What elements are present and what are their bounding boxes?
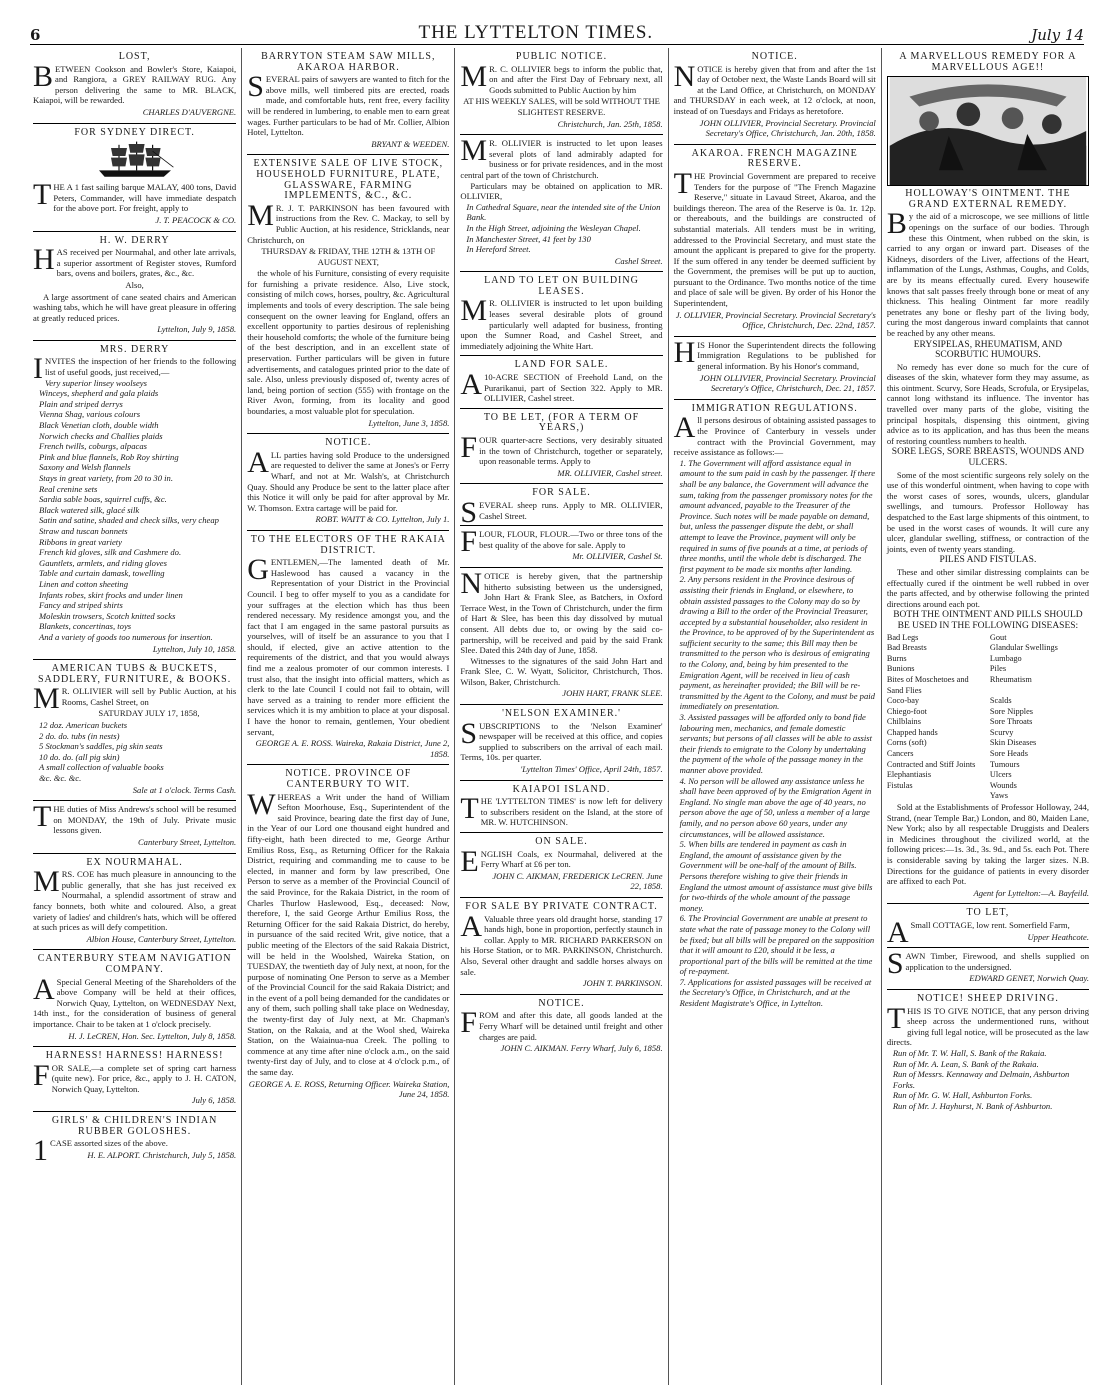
ad-signature: Canterbury Street, Lyttelton.	[137, 837, 237, 847]
column-1	[28, 48, 241, 1385]
ad-signature: Lyttelton, July 9, 1858.	[157, 324, 237, 335]
ad-body-continued: Particulars may be obtained on application to MR. OLLIVIER,	[460, 180, 663, 202]
ad-body: MR. OLLIVIER will sell by Public Auction, at his Rooms, Cashel Street, on	[33, 682, 237, 716]
ad-signature: CHARLES D'AUVERGNE.	[142, 106, 237, 117]
advertisement	[460, 272, 662, 356]
ad-body: WHEREAS a Writ under the hand of William Sefton Moorhouse, Esq., Superintendent of the said Province, bearing date the first day of June, in the Year of our Lord one thousand eight hundred and fifty-eight, hath been directed to me, George Arthur Emilius Ross, Esq., as Returning Officer for the Rakaia District, requiring and commanding me to cause to be elected, in manner and form by law prescribed, One Person to serve as a member of the Provincial Council of the said Province, for the Rakaia District, in the room of Charles Thurlow Haslewood, Esq., deceased: Now, therefore, I, the said George Arthur Emilius Ross, the Returning Officer for the said Rakaia District, do hereby, in pursuance of the said recited Writ, give notice, that a public meeting of the Electors of the said Rakaia District, will be held in the Woolshed, Waireka Station, on TUESDAY, the twentieth day of July next, at noon, for the purpose of nominating One Person to serve as a Member of the Provincial Council for the said Rakaia District; and in the event of a poll being demanded for the candidates or any of them, such polling shall take place on Wednesday, the twenty-first day of July next, at Mr. Chapman's Station, on the Rakaia, and at the Wool shed, Waireka Station, on the Waiainua-nua Creek. The polling to commence at any time after nine o'clock a.m., on the said twenty-first day of July, and to close at 4 o'clock p.m., of the same day.	[247, 787, 450, 1078]
item-list	[887, 1048, 1089, 1112]
item-list	[33, 720, 236, 784]
advertisement	[33, 1047, 236, 1112]
ad-heading: KAIAPOI ISLAND.	[512, 783, 611, 795]
list-item: And a variety of goods too numerous for insertion.	[39, 631, 213, 642]
ad-heading: CANTERBURY STEAM NAVIGATION COMPANY.	[37, 953, 232, 975]
ad-signature: JOHN C. AIKMAN. Ferry Wharf, July 6, 1858.	[500, 1043, 663, 1054]
ad-heading: NOTICE.	[325, 437, 372, 449]
ad-heading: PUBLIC NOTICE.	[515, 51, 608, 62]
ad-body: THIS IS TO GIVE NOTICE, that any person driving sheep across the undermentioned runs, without giving full legal notice, will be prosecuted as the law directs.	[886, 1001, 1090, 1048]
column-4	[668, 48, 881, 1385]
advertisement	[460, 484, 663, 529]
section-heading: PILES AND FISTULAS.	[939, 555, 1037, 566]
ad-subheading: AT HIS WEEKLY SALES, will be sold WITHOUT THE SLIGHTEST RESERVE.	[463, 96, 660, 117]
list-item: 2 do. do. tubs (in nests)	[39, 730, 120, 741]
ad-heading: BARRYTON STEAM SAW MILLS, AKAROA HARBOR.	[261, 51, 436, 73]
ad-also: Also,	[125, 279, 144, 290]
list-item: 7. Applications for assisted passages will be received at the Secretary's Office, in Christchurch, and at the Resident Magistrate's Office, in Lyttelton.	[679, 976, 872, 1009]
ad-body: FOUR quarter-acre Sections, very desirably situated in the town of Christchurch, together or separately, upon reasonable terms. Apply to	[460, 431, 663, 467]
advertisement	[460, 781, 662, 833]
column-2	[241, 48, 454, 1385]
disease-item: Corns (soft)	[886, 738, 927, 748]
list-item: Run of Mr. T. W. Hall, S. Bank of the Rakaia.	[892, 1047, 1047, 1058]
advertisement	[887, 990, 1089, 1116]
ad-signature: Lyttelton, June 3, 1858.	[368, 417, 450, 428]
issue-date: July 14	[1031, 26, 1084, 44]
ad-subheading: THURSDAY & FRIDAY, THE 12TH & 13TH OF AUGUST NEXT,	[261, 246, 436, 267]
item-list	[674, 458, 876, 1009]
disease-item: Burns	[886, 653, 907, 663]
advertisement	[460, 833, 662, 898]
list-item: Black watered silk, glacé silk	[39, 504, 140, 515]
ad-body: By the aid of a microscope, we see millions of little openings on the surface of our bodies. Through these this Ointment, when rubbed on the skin, is carried to any organ or inward part. Diseases of the Kidneys, disorders of the Liver, affections of the Heart, inflammation of the Lungs, Asthmas, Coughs, and Colds, are by its means effectually cured. Every housewife knows that salt passes freely through bone or meat of any thickness. This healing Ointment far more readily penetrates any bone or fleshy part of the living body, curing the most dangerous inward complaints that cannot be reached by any other means.	[886, 207, 1090, 338]
ad-heading: AMERICAN TUBS & BUCKETS, SADDLERY, FURNITURE, & BOOKS.	[37, 663, 232, 685]
advertisement	[247, 155, 449, 434]
advertisement	[33, 1112, 237, 1168]
disease-item: Ulcers	[989, 770, 1012, 780]
section-heading: SORE LEGS, SORE BREASTS, WOUNDS AND ULCERS.	[891, 447, 1085, 469]
ad-heading: LAND FOR SALE.	[514, 359, 609, 371]
disease-item: Bunions	[886, 664, 915, 674]
ad-signature: Mr. OLLIVIER, Cashel St.	[572, 551, 663, 562]
advertisement	[460, 705, 662, 781]
ad-heading: AKAROA. FRENCH MAGAZINE RESERVE.	[691, 147, 858, 170]
advertisement	[674, 48, 876, 145]
ad-heading: FOR SALE BY PRIVATE CONTRACT.	[465, 900, 658, 912]
disease-item: Elephantiasis	[886, 770, 932, 780]
list-item: Gauntlets, armlets, and riding gloves	[39, 557, 167, 568]
ad-heading: TO THE ELECTORS OF THE RAKAIA DISTRICT.	[250, 533, 446, 556]
disease-item: Scalds	[989, 696, 1012, 706]
disease-item: Fistulas	[886, 780, 913, 790]
advertisement	[33, 232, 236, 341]
ad-body: THE duties of Miss Andrews's school will be resumed on MONDAY, the 19th of July. Private music lessons given.	[33, 800, 237, 836]
column-3	[454, 48, 667, 1385]
ad-body: ENGLISH Coals, ex Nourmahal, delivered at the Ferry Wharf at £6 per ton.	[460, 844, 663, 878]
advertisement	[247, 48, 449, 155]
ad-heading: MRS. DERRY	[99, 343, 170, 355]
ad-body: ALL parties having sold Produce to the undersigned are requested to deliver the same at Jones's or Ferry Wharf, and not at Mr. Walsh's, at Christchurch Quay. Should any Produce be sent to the latter place after this Notice it will only be paid for after approval by Mr. W. Thomson. Extra cartage will be paid for.	[247, 445, 450, 513]
ad-heading: NOTICE.	[751, 51, 798, 62]
list-item: Infants robes, skirt frocks and under linen	[39, 589, 183, 600]
advertisement	[33, 660, 236, 801]
disease-item: Chiego-foot	[886, 706, 927, 716]
ad-subheading: SATURDAY JULY 17, 1858,	[98, 708, 200, 719]
ad-signature: H. J. LeCREN, Hon. Sec. Lyttelton, July 8, 1858.	[68, 1030, 237, 1041]
ad-heading: A MARVELLOUS REMEDY FOR A MARVELLOUS AGE!!	[899, 51, 1077, 73]
ad-signature: Agent for Lyttelton:—A. Bayfeild.	[973, 887, 1090, 898]
advertisement	[460, 526, 662, 568]
advertisement	[33, 854, 236, 951]
ad-body-continued: Some of the most scientific surgeons rely solely on the use of this wonderful ointment, when having to cope with the worst cases of sores, wounds, ulcers, glandular swellings, and tumours. Professor Holloway has despatched to the East large shipments of this ointment, to be used in the worst cases of wounds. It will cure any ulcer, glandular swelling, stiffness, or contraction of the joints, even of twenty years standing.	[886, 469, 1090, 554]
disease-item: Skin Diseases	[989, 738, 1037, 748]
ad-body-continued: These and other similar distressing complaints can be effectually cured if the ointment be well rubbed in over the parts affected, and by otherwise following the printed directions around each pot.	[886, 566, 1090, 609]
diseases-list	[887, 633, 1089, 803]
disease-item: Sore Heads	[989, 749, 1028, 759]
item-list	[33, 378, 236, 643]
list-item: 10 do. do. (all pig skin)	[39, 751, 120, 762]
disease-item: Coco-bay	[886, 696, 920, 706]
ad-heading: LAND TO LET ON BUILDING LEASES.	[484, 275, 639, 297]
advertisement	[247, 434, 449, 531]
disease-item: Bad Breasts	[886, 643, 927, 653]
holloway-engraving	[887, 76, 1089, 186]
ad-heading: GIRLS' & CHILDREN'S INDIAN RUBBER GOLOSHES.	[51, 1115, 218, 1137]
ad-body: HIS Honor the Superintendent directs the following Immigration Regulations to be published for general information. By his Honor's command,	[673, 335, 876, 372]
ad-signature: Upper Heathcote.	[1027, 931, 1090, 942]
ad-body: MR. C. OLLIVIER begs to inform the public that, on and after the First Day of February next, all Goods submitted to Public Auction by him	[460, 59, 663, 95]
disease-item: Lumbago	[989, 653, 1022, 663]
list-item: A small collection of valuable books	[39, 762, 164, 773]
disease-item: Cancers	[886, 749, 914, 759]
ad-heading: TO LET,	[966, 907, 1010, 919]
section-heading: ERYSIPELAS, RHEUMATISM, AND SCORBUTIC HUMOURS.	[913, 339, 1063, 361]
disease-item: Yaws	[989, 791, 1008, 801]
advertisement	[674, 145, 876, 337]
ad-heading: 'NELSON EXAMINER.'	[502, 708, 621, 720]
list-item: 6. The Provincial Government are unable at present to state what the rate of passage money to the Colony will be fixed; but all bills will be prepared on the supposition that it will amount to £20, should it be less, a proportional part of the bills will be remitted at the time of re-payment.	[679, 913, 875, 977]
advertisement	[460, 568, 662, 705]
list-item: 4. No person will be allowed any assistance unless he shall have been approved of by the Emigration Agent in England. No single man above the age of 40 years, no person above the age of 50, unless a member of a large family, and no person above 60 years, under any circumstances, will be allowed assistance.	[679, 775, 872, 839]
disease-item: Gout	[989, 632, 1007, 642]
ad-body: THE 'LYTTELTON TIMES' is now left for delivery to subscribers resident on the Island, at the store of MR. W. HUTCHINSON.	[460, 792, 663, 828]
ad-body: BETWEEN Cookson and Bowler's Store, Kaiapoi, and Rangiora, a GREY RAILWAY RUG. Any person delivering the same to MR. BLACK, Kaiapoi, will be rewarded.	[33, 59, 237, 106]
list-item: Run of Mr. G. W. Hall, Ashburton Forks.	[892, 1090, 1033, 1101]
ad-body: ASmall COTTAGE, low rent. Somerfield Farm,	[886, 915, 1070, 949]
item-list	[460, 202, 662, 255]
ad-signature: JOHN OLLIVIER, Provincial Secretary. Provincial Secretary's Office, Christchurch, Jan. 20th, 1858.	[699, 117, 876, 139]
ad-body: MR. OLLIVIER is instructed to let upon leases several plots of land admirably adapted for business or for private residences, and in the most central part of the town of Christchurch.	[460, 134, 663, 180]
ad-body: INVITES the inspection of her friends to the following list of useful goods, just received,—	[33, 352, 237, 386]
ad-signature: EDWARD GENET, Norwich Quay.	[969, 973, 1090, 984]
ad-body: FROM and after this date, all goods landed at the Ferry Wharf will be detained until freight and other charges are paid.	[460, 1006, 663, 1042]
columns	[28, 48, 1094, 1385]
disease-item: Piles	[989, 664, 1007, 674]
list-item: 5 Stockman's saddles, pig skin seats	[39, 741, 163, 752]
ad-heading: TO BE LET, (FOR A TERM OF YEARS,)	[483, 411, 640, 434]
ad-heading: HARNESS! HARNESS! HARNESS!	[45, 1050, 224, 1062]
advertisement	[33, 48, 236, 124]
advertisement	[460, 995, 662, 1059]
list-item: Run of Mr. A. Lean, S. Bank of the Rakaia.	[892, 1058, 1039, 1069]
ad-signature: Christchurch, Jan. 25th, 1858.	[557, 118, 663, 129]
ad-body-continued: the whole of his Furniture, consisting of every requisite for furnishing a private residence. Also, Live stock, consisting of milch cows, horses, poultry, &c. Agricultural implements and tools of every description. The sale being consequent on the owner leaving for England, offers an excellent opportunity to parties desirous of replenishing their household comforts; the whole of the furniture being of the best description, and in an excellent state of preservation. Further particulars will be given in future advertisements, and catalogues printed prior to the date of sale. Also, unless previously disposed of, twenty acres of land, being portion of section (555) with frontage on the River Avon, forming, from its locality and good boundaries, a most valuable plot for speculation.	[247, 268, 450, 416]
advertisement	[887, 48, 1089, 904]
list-item: Sardia sable boas, squirrel cuffs, &c.	[39, 494, 167, 505]
ad-heading: NOTICE.	[538, 997, 585, 1009]
disease-item: Sore Throats	[989, 717, 1033, 727]
list-item: French twills, coburgs, alpacas	[39, 441, 147, 452]
ad-signature: J. OLLIVIER, Provincial Secretary. Provincial Secretary's Office, Christchurch, Dec. 22nd, 1857.	[675, 309, 876, 331]
list-item: Plain and striped derrys	[39, 398, 123, 409]
list-item: Real crenine sets	[39, 483, 98, 494]
ad-body: A10-ACRE SECTION of Freehold Land, on the Purarikanui, part of Section 322. Apply to MR. OLLIVIER, Cashel street.	[460, 368, 663, 404]
ad-body: 1CASE assorted sizes of the above.	[33, 1134, 168, 1168]
list-item: 5. When bills are tendered in payment as cash in England, the amount of assistance given by the Government will be one-half of the amount of Bills. Persons therefore wishing to give their friends in England the utmost amount of assistance must give bills for two-thirds of the whole amount of the passage money.	[679, 839, 873, 913]
list-item: French kid gloves, silk and Cashmere do.	[39, 547, 182, 558]
ad-heading: H. W. DERRY	[99, 234, 170, 246]
ad-body-continued: Sold at the Establishments of Professor Holloway, 244, Strand, (near Temple Bar,) London, and 80, Maiden Lane, New York; also by all respectable Druggists and Dealers in Medicines throughout the civilized world, at the following prices:—1s. 3d., 3s. 9d., and 5s. each Pot. There is considerable saving by taking the larger sizes. N.B. Directions for the guidance of patients in every disorder are affixed to each Pot.	[886, 802, 1090, 887]
list-item: In Hereford Street.	[466, 244, 531, 255]
ad-body: SEVERAL pairs of sawyers are wanted to fitch for the above mills, well timbered pits are erected, roads made, and comfortable huts, rent free, every facility will be rendered in lumbering, to enable men to earn great wages. Further particulars to be had of Mr. Collier, Albion Hotel, Lyttelton.	[247, 70, 450, 138]
ad-signature: H. E. ALPORT. Christchurch, July 5, 1858.	[87, 1149, 237, 1160]
list-item: 3. Assisted passages will be afforded only to bond fide labouring men, mechanics, and female domestic servants; but persons of all classes will be able to assist their friends to emigrate to the Colony by undertaking the payment of the whole of the passage money in the manner above provided.	[679, 712, 873, 775]
list-item: Very superior linsey woolseys	[45, 377, 147, 388]
list-item: Run of Messrs. Kennaway and Delmain, Ashburton Forks.	[892, 1069, 1070, 1090]
ad-body: SEVERAL sheep runs. Apply to MR. OLLIVIER, Cashel Street.	[460, 495, 663, 529]
ad-heading: LOST,	[118, 51, 151, 62]
advertisement	[33, 341, 236, 660]
ad-heading: NOTICE! SHEEP DRIVING.	[916, 992, 1059, 1004]
ship-illustration	[95, 140, 175, 180]
advertisement	[460, 356, 662, 408]
ad-body: THE A 1 fast sailing barque MALAY, 400 tons, David Peters, Commander, will have immediate despatch for the above port. For freight, apply to	[33, 178, 237, 214]
advertisement	[33, 801, 236, 853]
disease-item: Chapped hands	[886, 727, 938, 737]
newspaper-title: THE LYTTELTON TIMES.	[418, 22, 654, 43]
ad-body: FLOUR, FLOUR, FLOUR.—Two or three tons of the best quality of the above for sale. Apply to	[460, 525, 663, 559]
ad-signature: 'Lyttelton Times' Office, April 24th, 1857.	[520, 764, 663, 775]
disease-item: Bad Legs	[886, 632, 919, 642]
ad-body: NOTICE is hereby given that from and after the 1st day of October next, the Waste Lands Board will sit at the Land Office, at Christchurch, on MONDAY and THURSDAY in each week, at 12 o'clock, at noon, instead of on Tuesdays and Fridays as heretofore.	[673, 59, 876, 116]
section-heading: BOTH THE OINTMENT AND PILLS SHOULD BE USED IN THE FOLLOWING DISEASES:	[893, 610, 1083, 631]
advertisement	[247, 531, 449, 765]
disease-item: Wounds	[989, 780, 1017, 790]
advertisement	[247, 765, 449, 1104]
disease-item: Chilblains	[886, 717, 921, 727]
ad-body: NOTICE is hereby given, that the partnership hitherto subsisting between us the undersigned, John Hart & Frank Slee, as Batchers, in Oxford Terrace West, in the Town of Christchurch, under the firm of Hart & Slee, has been this day dissolved by mutual consent. All debts due to, or owing by the said co-partnership, will be received and paid by the said Frank Slee. Dated this 24th day of June, 1858.	[460, 566, 663, 656]
list-item: Table and curtain damask, towelling	[39, 568, 165, 579]
advertisement	[460, 409, 662, 485]
advertisement	[887, 948, 1089, 990]
ad-signature: Lyttelton, July 10, 1858.	[152, 643, 237, 654]
ad-body-continued: No remedy has ever done so much for the cure of diseases of the skin, whatever form they may assume, as this ointment. Scurvy, Sore Heads, Scrofula, or Erysipelas, cannot long withstand its influence. The inventor has travelled over many parts of the globe, visiting the principal hospitals, dispensing this ointment, giving advice as to its application, and has thus been the means of restoring countless numbers to health.	[886, 361, 1090, 446]
ad-signature: JOHN T. PARKINSON.	[582, 978, 663, 989]
disease-item: Glandular Swellings	[989, 643, 1058, 653]
disease-item: Rheumatism	[989, 674, 1032, 684]
ad-body-continued: Witnesses to the signatures of the said John Hart and Frank Slee, C. W. Wyatt, Solicitor, Christchurch, Thos. Wilson, Baker, Christchurch.	[460, 655, 663, 687]
ad-body-continued: A large assortment of cane seated chairs and American washing tabs, which he will have great pleasure in offering at greatly reduced prices.	[33, 291, 237, 323]
list-item: Stays in great variety, from 20 to 30 in.	[39, 473, 173, 483]
ad-body: HAS received per Nourmahal, and other late arrivals, a superior assortment of Register stoves, Rumford bars, ovens and boilers, grates, &c., &c.	[33, 243, 237, 279]
ad-signature: GEORGE A. E. ROSS, Returning Officer. Waireka Station, June 24, 1858.	[248, 1078, 450, 1100]
ad-signature: GEORGE A. E. ROSS. Waireka, Rakaia District, June 2, 1858.	[255, 738, 450, 759]
disease-item: Bites of Moschetoes and Sand Flies	[886, 674, 969, 695]
advertisement	[674, 400, 876, 1013]
list-item: In the High Street, adjoining the Wesleyan Chapel.	[466, 222, 641, 233]
ad-signature: JOHN C. AIKMAN, FREDERICK LeCREN. June 22, 1858.	[492, 870, 663, 892]
ad-signature: MR. OLLIVIER, Cashel street.	[557, 467, 663, 478]
list-item: Blankets, concertinas, toys	[39, 621, 132, 632]
list-item: Linen and cotton sheeting	[39, 578, 129, 589]
ad-signature: ROBT. WAITT & CO. Lyttelton, July 1.	[315, 514, 450, 525]
ad-heading: ON SALE.	[535, 836, 588, 847]
advertisement	[33, 950, 236, 1047]
list-item: Satin and satine, shaded and check silks, very cheap	[39, 515, 219, 526]
list-item: Moleskin trowsers, Scotch knitted socks	[39, 610, 176, 621]
ad-signature: Cashel Street.	[614, 255, 663, 266]
list-item: In Cathedral Square, near the intended site of the Union Bank.	[466, 201, 661, 223]
ad-heading: FOR SALE.	[532, 487, 591, 499]
disease-item: Sore Nipples	[989, 706, 1033, 716]
ad-signature: Sale at 1 o'clock. Terms Cash.	[132, 784, 237, 795]
advertisement	[460, 135, 662, 272]
ad-heading: NOTICE. PROVINCE OF CANTERBURY TO WIT.	[285, 768, 412, 790]
list-item: 2. Any persons resident in the Province desirous of assisting their friends in England, or elsewhere, to obtain assisted passages to the Colony may do so by drawing a Bill to the order of the Provincial Treasurer, accepted by a substantial householder, also resident in the Province, to be approved of by the Superintendent as sufficient security to the same; this Bill may then be transmitted to the person who is desirous of emigrating to the Colony, and, being by him presented to the Emigration Agent, will be received in lieu of cash payment, as hereinafter provided; the Bill will be re-transmitted by the Agent to the Colony, and must be paid immediately on presentation.	[679, 574, 875, 712]
ad-signature: JOHN OLLIVIER, Provincial Secretary. Provincial Secretary's Office, Christchurch, Dec. 21, 1857.	[699, 372, 876, 394]
list-item: Black Venetian cloth, double width	[39, 420, 159, 431]
ad-signature: July 6, 1858.	[191, 1095, 237, 1106]
ad-body: ASpecial General Meeting of the Shareholders of the above Company will be held at their offices, Norwich Quay, Lyttelton, on WEDNESDAY Next, 14th inst., for the consideration of business of general importance. Chair to be taken at 1 o'clock precisely.	[33, 972, 237, 1029]
list-item: Pink and blue flannels, Rob Roy shirting	[39, 451, 179, 462]
list-item: &c. &c. &c.	[39, 773, 82, 784]
list-item: 1. The Government will afford assistance equal in amount to the sum paid in cash by the passenger. If there shall be any balance, the Government will advance the sum, taking from the passenger promissory notes for the amount advanced, payable to the Treasurer of the Province. Such notes will be made payable on demand, but, unless the passenger dispute the debt, or shall attempt to leave the Province, payment will only be required in sums of five pounds at a time, at periods of three months, until the whole debt is discharged. The first payment to be made six months after landing.	[679, 457, 876, 574]
list-item: Vienna Shag, various colours	[39, 409, 141, 420]
advertisement	[460, 48, 662, 135]
disease-item: Scurvy	[989, 727, 1014, 737]
ad-body: MR. OLLIVIER is instructed to let upon building leases several desirable plots of ground particularly well adapted for business, fronting upon the Sumner Road, and Cashel Street, and immediately adjoining the White Hart.	[460, 294, 663, 351]
ad-body: MRS. COE has much pleasure in announcing to the public generally, that she has just received ex Nourmahal, a splendid assortment of straw and fancy bonnets, both white and coloured. Also, a great variety of ladies' and children's hats, which will be offered at such prices as will defy competition.	[33, 865, 237, 933]
ad-body: THE Provincial Government are prepared to receive Tenders for the purpose of "The French Magazine Reserve," situate in Lavaud Street, Akaroa, and the buildings thereon. The area of the Reserve is 0a. 1r. 12p. or thereabouts, and the buildings are constructed of substantial materials. All tenders must be in writing, addressed to the Provincial Secretary, and must state the amount the applicant is prepared to give for the property. If the sum offered in any tender be deemed sufficient by the Government, the premises will be put up to auction, pursuant to the Ordinance. Two months notice of the time and place of sale will be given. By order of his Honor the Superintendent,	[673, 166, 876, 309]
ad-heading: FOR SYDNEY DIRECT.	[74, 126, 195, 138]
ad-body: GENTLEMEN,—The lamented death of Mr. Haslewood has caused a vacancy in the Representation of your District in the Provincial Council. I beg to offer myself to you as a candidate for your suffrages at the election which has thus been rendered necessary. My residence amongst you, and the fact that I am engaged in the same pastoral pursuits as yourselves, will of itself be an assurance to you that I should, if elected, give an active attention to the requirements of the district, and that you would always find me a zealous promoter of our common interests. I trust also, that the insight into official matters, which as clerk to the late Council I could not fail to obtain, will have served as a training to render more efficient the services which it is my ambition to place at your disposal. I have the honor to remain, gentlemen, Your obedient servant,	[247, 553, 450, 737]
column-5	[881, 48, 1094, 1385]
page-number: 6	[30, 26, 41, 44]
list-item: Winceys, shepherd and gala plaids	[39, 388, 159, 399]
list-item: Norwich checks and Challies plaids	[39, 430, 163, 441]
ad-heading: EXTENSIVE SALE OF LIVE STOCK, HOUSEHOLD FURNITURE, PLATE, GLASSWARE, FARMING IMPLEMENTS, &C., &C.	[253, 158, 444, 202]
ad-body: MR. J. T. PARKINSON has been favoured with instructions from the Rev. C. Mackay, to sell by Public Auction, at his residence, Stricklands, near Christchurch, on	[247, 198, 450, 245]
ad-body: AValuable three years old draught horse, standing 17 hands high, bone in proportion, perfectly staunch in collar. Apply to MR. RICHARD PARKERSON on his Horse Station, or to MR. PARKINSON, Christchurch. Also, Several other draught and saddle horses always on sale.	[460, 909, 663, 977]
disease-item: Tumours	[989, 759, 1020, 769]
list-item: Straw and tuscan bonnets	[39, 525, 128, 536]
list-item: 12 doz. American buckets	[39, 720, 128, 731]
ad-body: All persons desirous of obtaining assisted passages to the Province of Canterbury in vessels under contract with the Provincial Government, may receive assistance as follows:—	[673, 411, 876, 458]
list-item: Saxony and Welsh flannels	[39, 462, 131, 473]
disease-item	[887, 791, 986, 802]
disease-item: Contracted and Stiff Joints	[886, 759, 976, 769]
ad-heading: IMMIGRATION REGULATIONS.	[691, 402, 858, 414]
list-item: Run of Mr. J. Hayhurst, N. Bank of Ashburton.	[892, 1100, 1053, 1111]
ad-body: SUBSCRIPTIONS to the 'Nelson Examiner' newspaper will be received at this office, and copies supplied to subscribers on the arrival of each mail. Terms, 10s. per quarter.	[460, 716, 663, 763]
list-item: In Manchester Street, 41 feet by 130	[466, 233, 591, 244]
ad-body: FOR SALE,—a complete set of spring cart harness (quite new). For price, &c., apply to J. H. CATON, Norwich Quay, Lyttelton.	[33, 1058, 237, 1094]
advertisement	[460, 898, 662, 995]
ad-signature: BRYANT & WEEDEN.	[371, 138, 450, 149]
list-item: Ribbons in great variety	[39, 536, 122, 547]
ad-signature: Albion House, Canterbury Street, Lyttelton.	[86, 933, 237, 944]
advertisement	[674, 337, 876, 400]
ad-signature: JOHN HART, FRANK SLEE.	[562, 688, 663, 699]
list-item: Fancy and striped shirts	[39, 600, 123, 611]
advertisement	[887, 904, 1089, 948]
ad-body: SAWN Timber, Firewood, and shells supplied on application to the undersigned.	[886, 947, 1090, 981]
ad-subheading: HOLLOWAY'S OINTMENT. THE GRAND EXTERNAL REMEDY.	[905, 188, 1071, 210]
ad-heading: EX NOURMAHAL.	[86, 856, 183, 868]
ad-signature: J. T. PEACOCK & CO.	[155, 214, 237, 225]
masthead	[30, 18, 1084, 45]
advertisement	[33, 124, 236, 232]
